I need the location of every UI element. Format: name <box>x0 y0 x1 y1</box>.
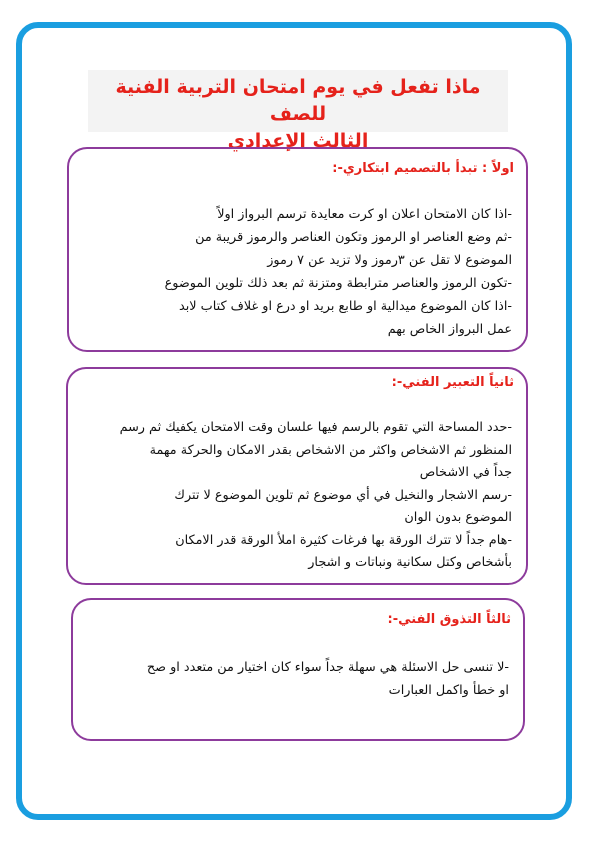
section-heading: ثانياً التعبير الفني-: <box>391 375 514 390</box>
section-appreciation <box>71 598 525 741</box>
section-design <box>67 147 528 352</box>
text-line: -تكون الرموز والعناصر مترابطة ومتزنة ثم بعد ذلك تلوين الموضوع <box>164 276 512 291</box>
text-line: عمل البرواز الخاص بهم <box>387 322 512 337</box>
text-line: الموضوع لا تقل عن ٣رموز ولا تزيد عن ٧ رموز <box>267 253 512 268</box>
section-body <box>83 656 509 702</box>
text-line: -اذا كان الامتحان اعلان او كرت معايدة ترسم البرواز اولاً <box>217 207 512 222</box>
section-heading: ثالثاً التذوق الفني-: <box>387 612 511 627</box>
text-line: -ثم وضع العناصر او الرموز وتكون العناصر والرموز قريبة من <box>195 230 512 245</box>
text-line: المنظور ثم الاشخاص واكثر من الاشخاص بقدر الامكان والحركة مهمة <box>149 442 512 458</box>
text-line: او خطأ واكمل العبارات <box>388 683 509 698</box>
page-title <box>88 70 508 152</box>
text-line: -حدد المساحة التي تقوم بالرسم فيها علسان وقت الامتحان يكفيك ثم رسم <box>119 420 512 435</box>
text-line: -لا تنسى حل الاسئلة هي سهلة جداً سواء كان اختيار من متعدد او صح <box>146 660 509 675</box>
title-line-1: ماذا تفعل في يوم امتحان التربية الفنية للصف <box>115 76 481 125</box>
text-line: -رسم الاشجار والنخيل في أي موضوع ثم تلوين الموضوع لا تترك <box>174 487 512 503</box>
text-line: -اذا كان الموضوع ميدالية او طابع بريد او درع او غلاف كتاب لابد <box>179 299 512 314</box>
title-line-2: الثالث الإعدادي <box>227 130 369 152</box>
section-body <box>79 203 512 341</box>
section-body <box>78 417 512 575</box>
section-expression <box>66 367 528 585</box>
text-line: بأشخاص وكتل سكانية ونباتات و اشجار <box>308 555 512 570</box>
section-heading: اولاً : تبدأ بالتصميم ابتكاري-: <box>332 161 514 176</box>
text-line: جداً في الاشخاص <box>419 465 512 480</box>
text-line: -هام جداً لا تترك الورقة بها فرغات كثيرة املأ الورقة قدر الامكان <box>175 532 512 548</box>
text-line: الموضوع بدون الوان <box>404 510 512 525</box>
